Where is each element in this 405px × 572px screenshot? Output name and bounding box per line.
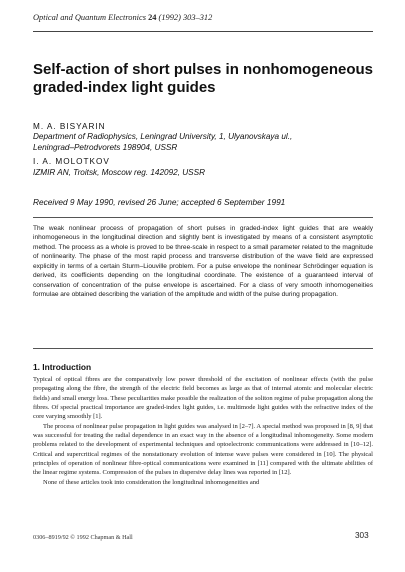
body-paragraph: Typical of optical fibres are the comparatively low power threshold of the excitation of nonlinear effects (with the pulse propagating along the fibre, the strength of the electric field becomes as large as that of internal atomic and molecular electric fields) and small energy loss. These peculiarities make possible the realization of the soliton regime of pulse propagation along the fibres. Of special practical importance are graded-index light guides, i.e. multimode light guides with the refractive index of the core varying smoothly [1]. [33,376,373,421]
body-text [33,375,373,487]
abstract-rule-bottom [33,348,373,349]
journal-year-pages: (1992) 303–312 [158,13,213,22]
abstract-rule-top [33,217,373,218]
footer-copyright: 0306–8919/92 © 1992 Chapman & Hall [33,534,133,541]
author-name: M. A. BISYARIN [33,122,106,131]
abstract: The weak nonlinear process of propagation of short pulses in graded-index light guides that are weakly inhomogeneous in the longitudinal direction and slightly bent is investigated by means of a consistent asymptotic method. The process as a whole is proved to be three-scale in respect to a small parameter related to the magnitude of nonlinearity. The phase of the most rapid process and transverse distribution of the wave field are expressed explicitly in terms of a certain Sturm–Liouville problem. For a pulse envelope the nonlinear Schrödinger equation is derived, its coefficients depending on the longitudinal coordinate. The existence of a guaranteed interval of conservation of concentration of the pulse envelope is ascertained. For a class of very smooth inhomogeneities formulae are obtained describing the variation of the amplitude and width of the pulse during propagation. [33,225,373,299]
author-affiliation: Leningrad–Petrodvorets 198904, USSR [33,142,178,152]
section-heading: 1. Introduction [33,362,92,372]
body-paragraph: The process of nonlinear pulse propagation in light guides was analysed in [2–7]. A special method was proposed in [8, 9] that was successful for treating the radial dependence in an exact way in the absence of a longitudinal inhomogeneity. Some modern problems related to the development of experimental techniques and optoelectronic communications were addressed in [10–12]. Critical and supercritical regimes of the nonstationary evolution of intense wave pulses were considered in [10]. The physical principles of operation of nonlinear fibre-optical communications were examined in [11] compared with the ultimate abilities of the linear regime systems. Compression of the pulses in dispersive delay lines was reported in [12]. [33,422,373,477]
body-paragraph: None of these articles took into consideration the longitudinal inhomogeneities and [43,478,260,486]
author-name: I. A. MOLOTKOV [33,157,110,167]
header-rule [33,31,373,32]
author-block [33,122,378,178]
journal-header [33,13,373,22]
received-dates: Received 9 May 1990, revised 26 June; accepted 6 September 1991 [33,197,286,207]
author-affiliation: IZMIR AN, Troitsk, Moscow reg. 142092, USSR [33,167,205,177]
page-number: 303 [355,531,369,540]
journal-volume: 24 [148,13,157,22]
author-affiliation: Department of Radiophysics, Leningrad University, 1, Ulyanovskaya ul., [33,132,293,142]
paper-title: Self-action of short pulses in nonhomogeneous graded-index light guides [33,61,374,96]
journal-name: Optical and Quantum Electronics [33,13,146,22]
